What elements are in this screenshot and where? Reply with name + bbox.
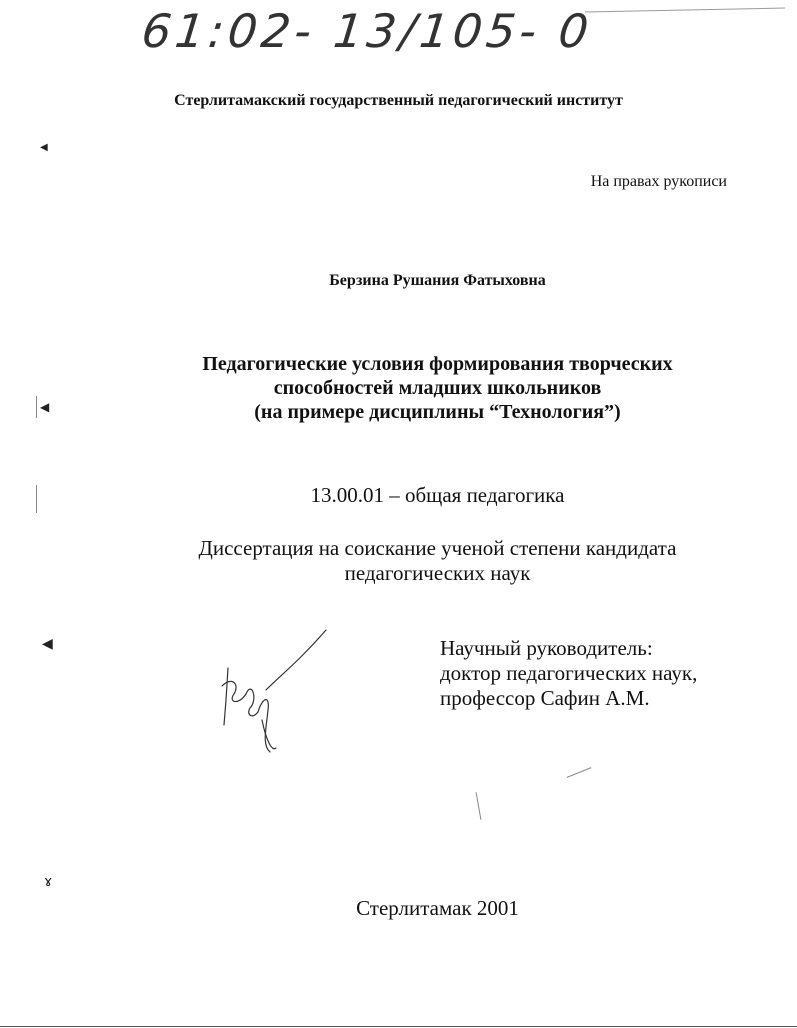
scan-line	[36, 485, 37, 513]
city-year: Стерлитамак 2001	[356, 896, 519, 920]
scan-mark: ◀	[40, 142, 48, 153]
advisor-name: профессор Сафин А.М.	[440, 686, 650, 710]
title-line-1: Педагогические условия формирования творческих	[202, 353, 673, 375]
degree-line-2: педагогических наук	[344, 561, 531, 585]
scan-line	[36, 396, 37, 418]
institution-name: Стерлитамакский государственный педагогический институт	[174, 92, 623, 109]
manuscript-note: На правах рукописи	[590, 173, 727, 190]
scan-line	[0, 1026, 797, 1027]
title-line-2: способностей младших школьников	[273, 377, 602, 399]
advisor-label: Научный руководитель:	[440, 636, 653, 660]
title-line-3: (на примере дисциплины “Технология”)	[254, 401, 621, 423]
specialty-code: 13.00.01 – общая педагогика	[310, 483, 565, 507]
handwritten-archive-code: 61:02- 13/105- 0	[139, 4, 595, 58]
scan-mark: ◀	[42, 636, 53, 652]
degree-line-1: Диссертация на соискание ученой степени кандидата	[198, 536, 677, 560]
scan-mark: ◀	[40, 400, 50, 414]
author-name: Берзина Рушания Фатыховна	[329, 272, 546, 289]
scan-mark: ɤ	[44, 874, 53, 890]
advisor-title: доктор педагогических наук,	[440, 661, 698, 685]
